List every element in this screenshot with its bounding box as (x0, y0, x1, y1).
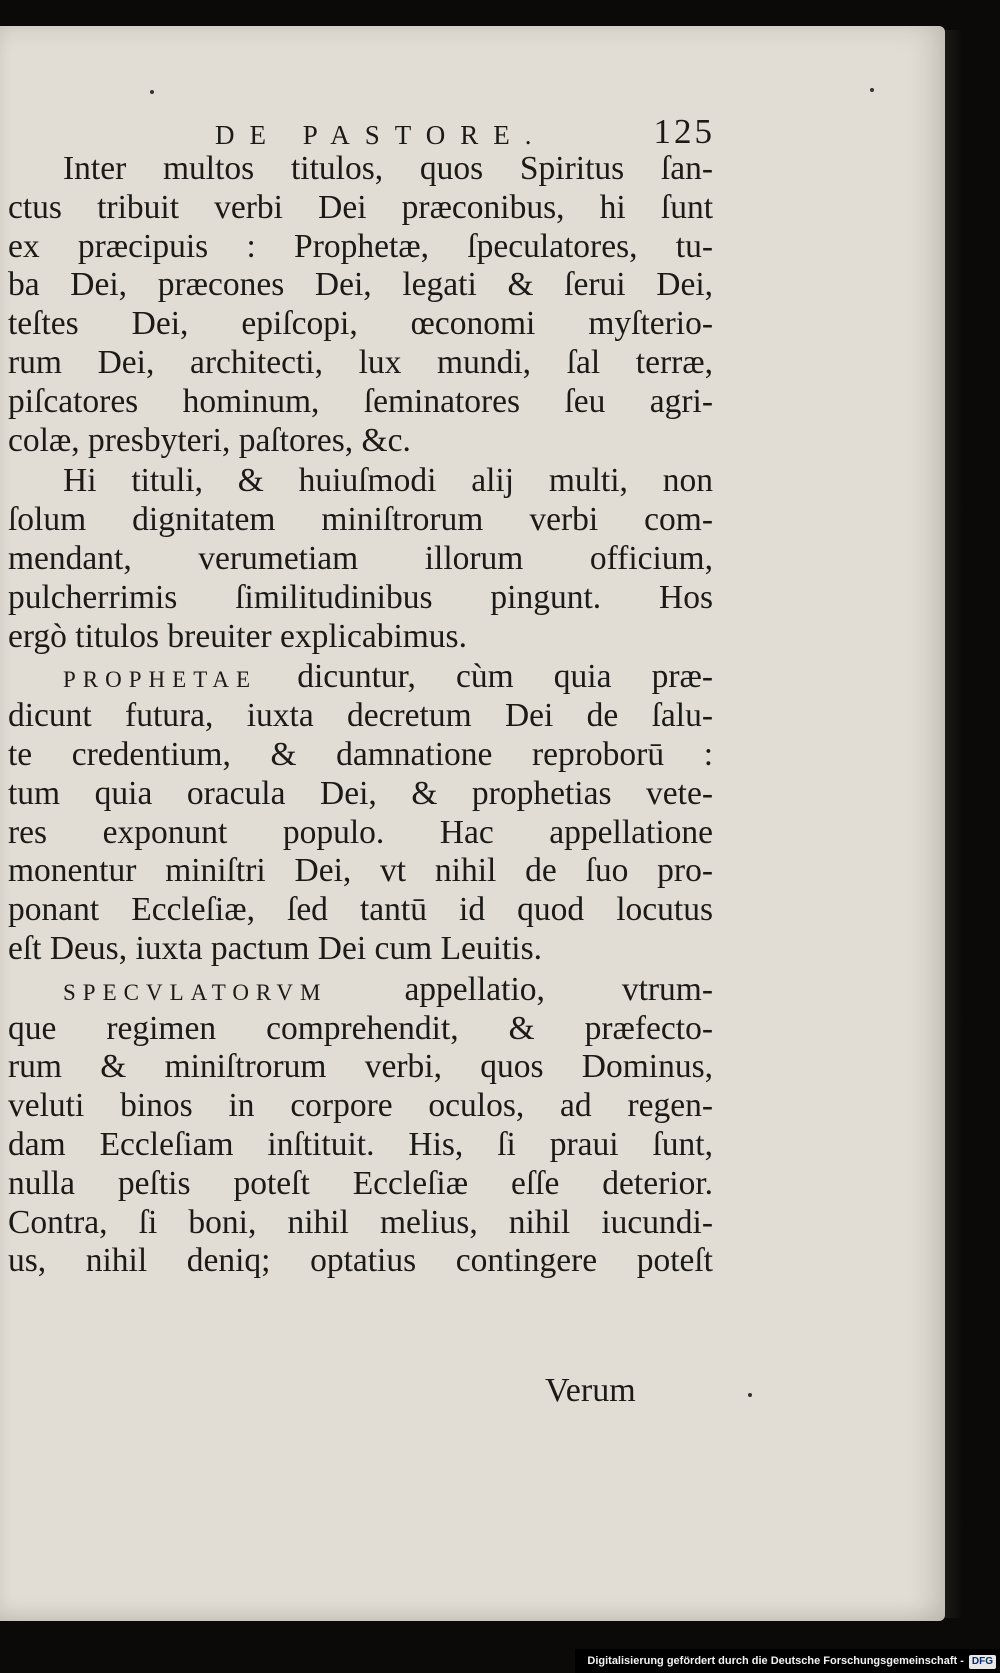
text-line: res exponunt populo. Hac appellatione (8, 813, 713, 851)
paragraph-2 (8, 462, 713, 656)
page-edge-shadow (945, 30, 963, 1618)
digitization-footer (575, 1649, 1000, 1673)
text-line: ponant Eccleſiæ, ſed tantū id quod locutus (8, 891, 713, 929)
text-line: ſolum dignitatem miniſtrorum verbi com- (8, 501, 713, 539)
text-line: monentur miniſtri Dei, vt nihil de ſuo pro- (8, 852, 713, 890)
paragraph-1 (8, 150, 713, 460)
paragraph-3 (8, 658, 713, 968)
text-line: colæ, presbyteri, paſtores, &c. (8, 421, 411, 459)
small-caps-lead: PROPHETAE (63, 667, 258, 693)
text-line: Hi tituli, & huiuſmodi alij multi, non (63, 462, 713, 500)
text-line: PROPHETAE dicuntur, cùm quia præ- (63, 658, 713, 696)
page-number: 125 (653, 112, 715, 151)
text-line: ba Dei, præcones Dei, legati & ſerui Dei, (8, 266, 713, 304)
text-line: rum Dei, architecti, lux mundi, ſal terræ, (8, 343, 713, 381)
running-head: DE PASTORE. (215, 120, 547, 150)
footer-text: Digitalisierung gefördert durch die Deutsche Forschungsgemeinschaft - (587, 1655, 964, 1667)
text-line: nulla peſtis poteſt Eccleſiæ eſſe deterior. (8, 1164, 713, 1202)
text-line: piſcatores hominum, ſeminatores ſeu agri- (8, 382, 713, 420)
paragraph-4 (8, 971, 713, 1281)
text-line: dam Eccleſiam inſtituit. His, ſi praui ſunt, (8, 1125, 713, 1163)
catchword: Verum (545, 1372, 636, 1409)
text-line: ctus tribuit verbi Dei præconibus, hi ſunt (8, 188, 713, 226)
text-line: ergò titulos breuiter explicabimus. (8, 617, 467, 655)
ink-speck (748, 1393, 752, 1397)
text-line: Contra, ſi boni, nihil melius, nihil iucundi- (8, 1203, 713, 1241)
text-line: Inter multos titulos, quos Spiritus ſan- (63, 150, 713, 187)
small-caps-lead: SPECVLATORVM (63, 979, 328, 1005)
text-line: veluti binos in corpore oculos, ad regen- (8, 1087, 713, 1125)
text-block (8, 150, 713, 1281)
text-line: tum quia oracula Dei, & prophetias vete- (8, 774, 713, 812)
text-line: us, nihil deniq; optatius contingere poteſt (8, 1242, 713, 1280)
text-line: mendant, verumetiam illorum officium, (8, 539, 713, 577)
text-line: rum & miniſtrorum verbi, quos Dominus, (8, 1048, 713, 1086)
text-line: ex præcipuis : Prophetæ, ſpeculatores, tu- (8, 227, 713, 265)
text-line: te credentium, & damnatione reproborū : (8, 735, 713, 773)
ink-speck (150, 90, 154, 94)
text-line: SPECVLATORVM appellatio, vtrum- (63, 970, 713, 1008)
text-line: teſtes Dei, epiſcopi, œconomi myſterio- (8, 305, 713, 343)
text-line: dicunt futura, iuxta decretum Dei de ſalu- (8, 697, 713, 735)
text-line: que regimen comprehendit, & præfecto- (8, 1009, 713, 1047)
text-line: pulcherrimis ſimilitudinibus pingunt. Hos (8, 578, 713, 616)
dfg-logo: DFG (969, 1655, 996, 1669)
ink-speck (870, 88, 874, 92)
text-line: eſt Deus, iuxta pactum Dei cum Leuitis. (8, 929, 543, 967)
